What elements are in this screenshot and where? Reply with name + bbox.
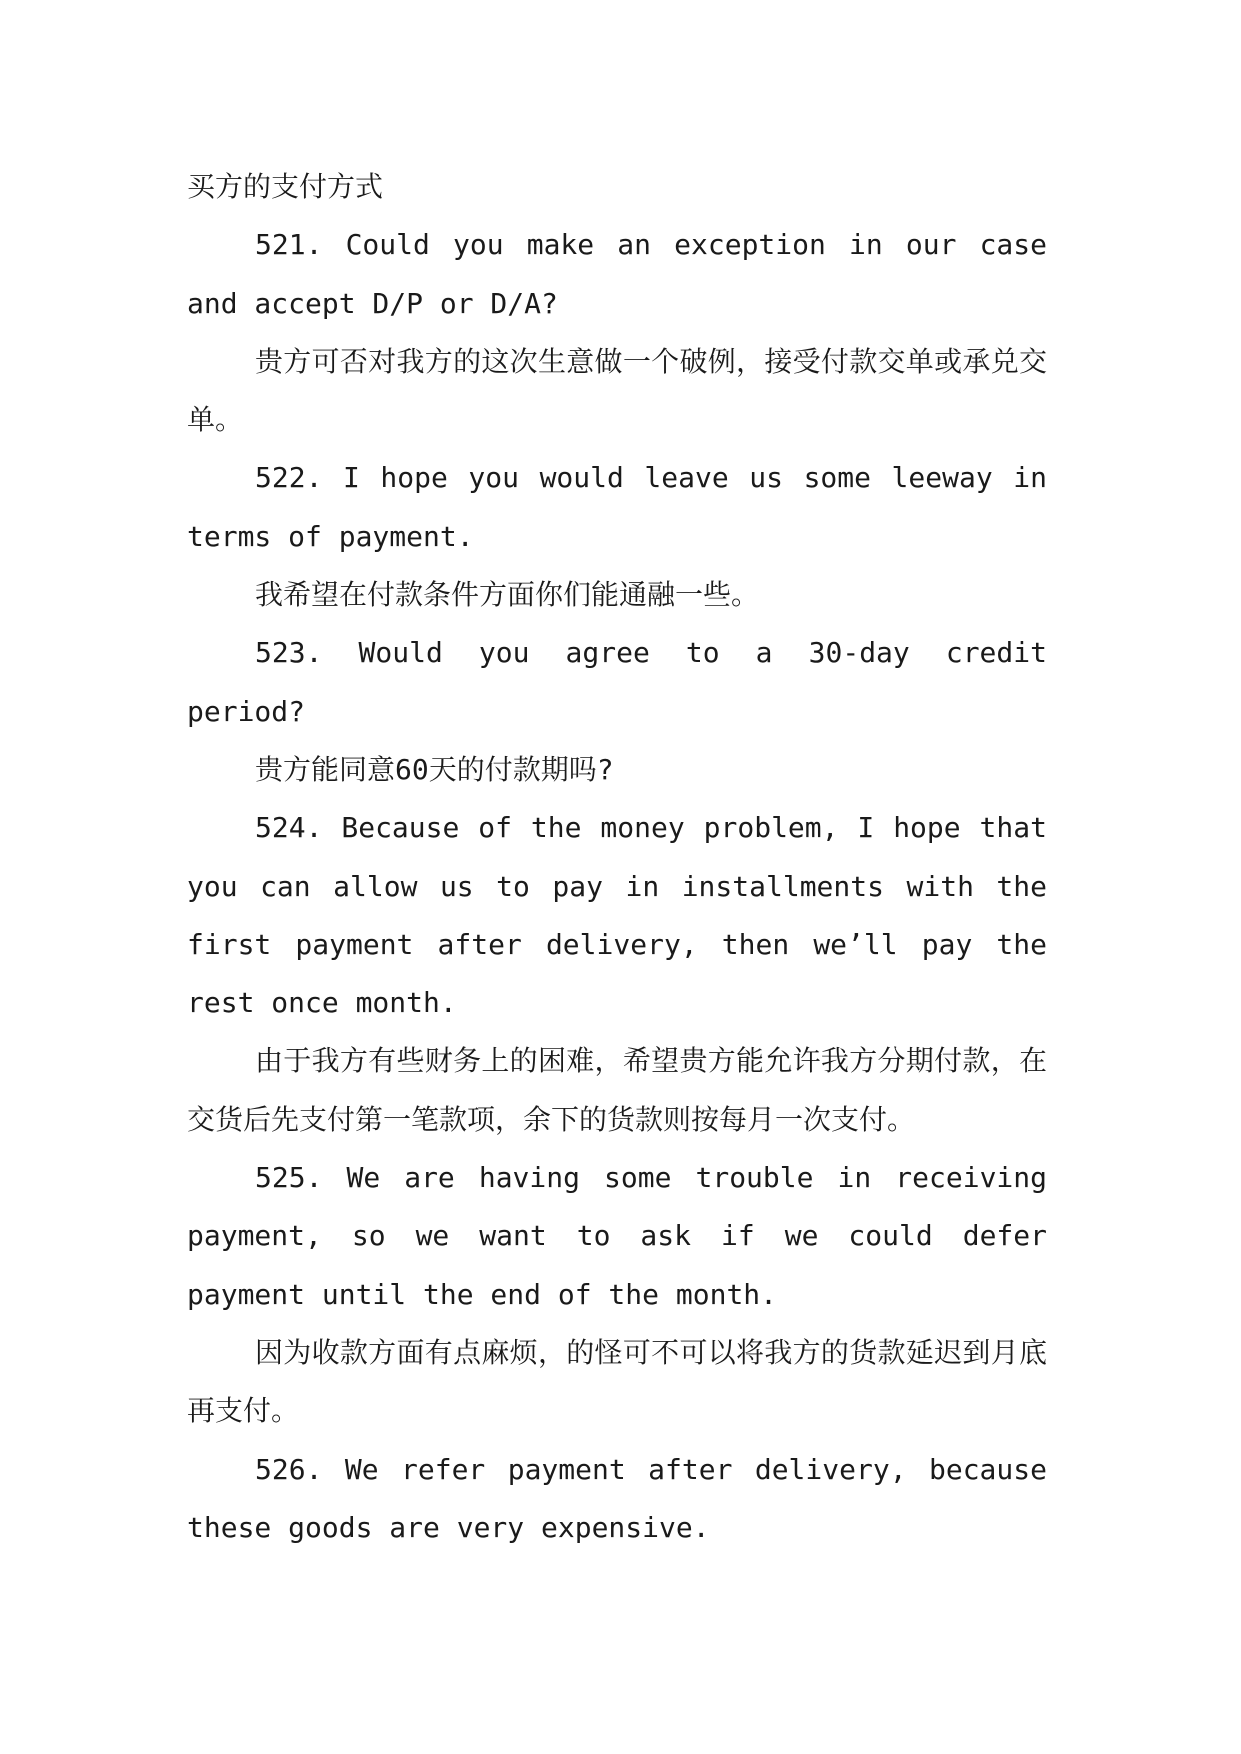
- paragraph-525-en: 525. We are having some trouble in receiving payment, so we want to ask if we could defer payment until the end of the month.: [187, 1161, 1047, 1311]
- paragraph-526-en: 526. We refer payment after delivery, because these goods are very expensive.: [187, 1452, 1047, 1544]
- paragraph-521-en: 521. Could you make an exception in our case and accept D/P or D/A?: [187, 228, 1047, 320]
- paragraph-524-en: 524. Because of the money problem, I hope that you can allow us to pay in installments with the first payment after delivery, then we’ll pay the rest once month.: [187, 811, 1047, 1020]
- paragraph-524-zh: 由于我方有些财务上的困难，希望贵方能允许我方分期付款，在交货后先支付第一笔款项，余下的货款则按每月一次支付。: [187, 1044, 1047, 1136]
- paragraph-522-zh: 我希望在付款条件方面你们能通融一些。: [255, 578, 760, 612]
- document-page: [187, 158, 1047, 1557]
- paragraph-523-zh: 贵方能同意60天的付款期吗?: [255, 752, 614, 786]
- paragraph-521-zh: 贵方可否对我方的这次生意做一个破例，接受付款交单或承兑交单。: [187, 344, 1047, 437]
- paragraph-525-zh: 因为收款方面有点麻烦，的怪可不可以将我方的货款延迟到月底再支付。: [187, 1335, 1047, 1428]
- paragraph-522-en: 522. I hope you would leave us some leeway in terms of payment.: [187, 461, 1047, 553]
- section-heading: 买方的支付方式: [187, 170, 384, 203]
- paragraph-523-en: 523. Would you agree to a 30-day credit period?: [187, 636, 1047, 728]
